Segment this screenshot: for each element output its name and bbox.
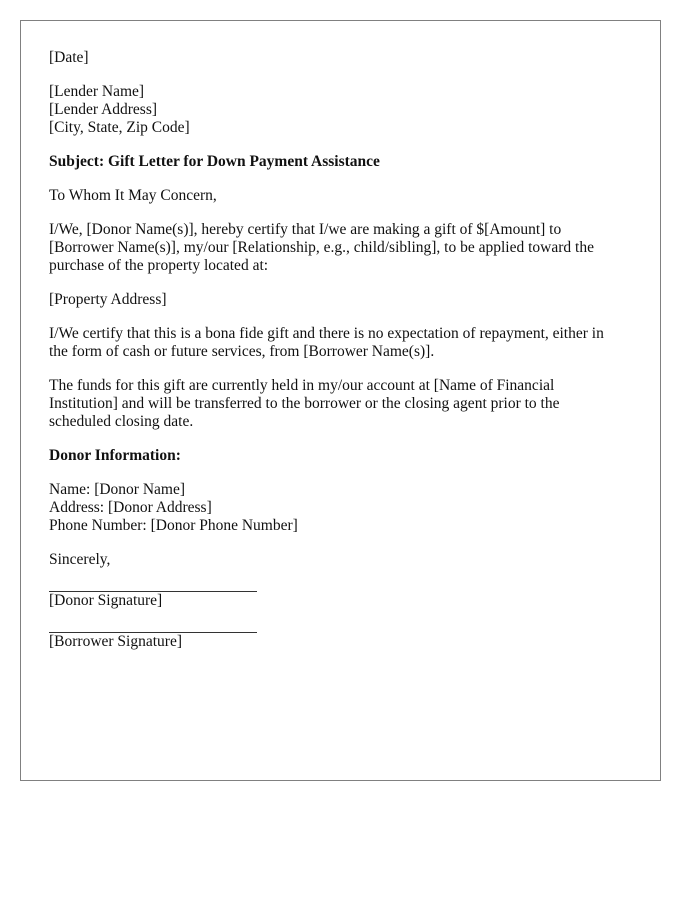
letter-page [20, 20, 661, 781]
date-block [49, 49, 632, 67]
funds-paragraph [49, 377, 632, 431]
closing-block [49, 551, 632, 569]
salutation-block [49, 187, 632, 205]
borrower-signature-block [49, 632, 632, 651]
paragraph-line: The funds for this gift are currently held in my/our account at [Name of Financial [49, 377, 555, 394]
paragraph-line: purchase of the property located at: [49, 257, 269, 274]
paragraph-line: I/We, [Donor Name(s)], hereby certify that I/we are making a gift of $[Amount] to [49, 221, 562, 238]
property-address-block [49, 291, 632, 309]
certify-paragraph [49, 325, 632, 361]
donor-info-heading-block [49, 447, 632, 465]
donor-name: Name: [Donor Name] [49, 481, 186, 498]
property-address: [Property Address] [49, 291, 167, 308]
donor-signature-block [49, 591, 632, 610]
subject-block [49, 153, 632, 171]
donor-signature-label: [Donor Signature] [49, 592, 163, 609]
paragraph-line: the form of cash or future services, from [Borrower Name(s)]. [49, 343, 435, 360]
lender-address-block [49, 83, 632, 137]
paragraph-line: Institution] and will be transferred to the borrower or the closing agent prior to the [49, 395, 560, 412]
letter-date: [Date] [49, 49, 89, 66]
lender-address: [Lender Address] [49, 101, 158, 118]
paragraph-line: I/We certify that this is a bona fide gift and there is no expectation of repayment, either in [49, 325, 604, 342]
letter-subject: Subject: Gift Letter for Down Payment Assistance [49, 153, 380, 170]
paragraph-line: scheduled closing date. [49, 413, 194, 430]
paragraph-line: [Borrower Name(s)], my/our [Relationship, e.g., child/sibling], to be applied toward the [49, 239, 594, 256]
donor-info-heading: Donor Information: [49, 447, 181, 464]
donor-info-block [49, 481, 632, 535]
closing: Sincerely, [49, 551, 111, 568]
donor-phone: Phone Number: [Donor Phone Number] [49, 517, 298, 534]
borrower-signature-label: [Borrower Signature] [49, 633, 182, 650]
gift-paragraph [49, 221, 632, 275]
lender-city-state-zip: [City, State, Zip Code] [49, 119, 190, 136]
donor-address: Address: [Donor Address] [49, 499, 212, 516]
salutation: To Whom It May Concern, [49, 187, 217, 204]
lender-name: [Lender Name] [49, 83, 145, 100]
